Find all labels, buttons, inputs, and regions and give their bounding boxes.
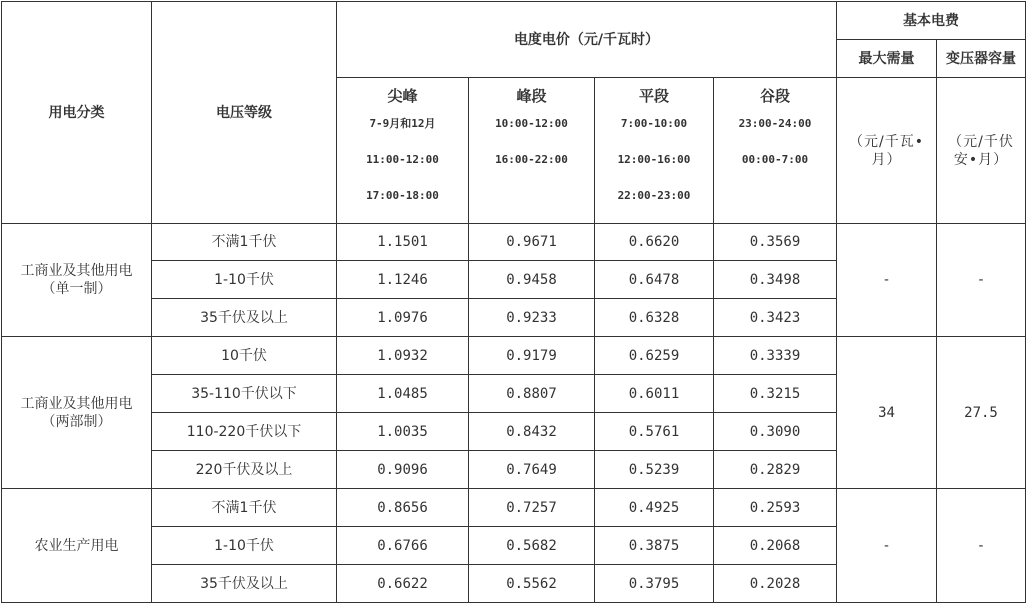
price-cell: 0.3090 [714,413,837,451]
price-cell: 0.9233 [469,299,595,337]
price-cell: 1.1501 [337,224,469,261]
max-demand-cell: - [837,224,937,337]
voltage-cell: 不满1千伏 [152,224,337,261]
category-line: （单一制） [41,281,112,297]
period-name: 尖峰 [387,87,418,105]
price-cell: 0.6620 [595,224,714,261]
price-cell: 0.2593 [714,489,837,527]
price-cell: 0.8432 [469,413,595,451]
header-basic-fee: 基本电费 [837,2,1026,40]
voltage-cell: 1-10千伏 [152,527,337,565]
category-cell [2,224,152,337]
unit-line: 安•月） [953,151,1009,168]
price-cell: 0.8656 [337,489,469,527]
price-cell: 0.2068 [714,527,837,565]
price-cell: 0.4925 [595,489,714,527]
transformer-cell: - [937,224,1026,337]
price-cell: 1.0932 [337,337,469,375]
period-time: 7:00-10:00 [620,117,688,130]
table-row [2,337,1026,375]
price-cell: 0.9458 [469,261,595,299]
price-cell: 0.3875 [595,527,714,565]
price-cell: 0.8807 [469,375,595,413]
price-cell: 0.3569 [714,224,837,261]
max-demand-cell: - [837,489,937,603]
max-demand-unit [837,78,937,224]
unit-line: （元/千瓦• [849,133,924,150]
price-cell: 0.6478 [595,261,714,299]
price-cell: 1.1246 [337,261,469,299]
transformer-unit [937,78,1026,224]
voltage-cell: 35千伏及以上 [152,299,337,337]
voltage-cell: 35-110千伏以下 [152,375,337,413]
period-valley [714,78,837,224]
category-line: 工商业及其他用电 [20,263,133,279]
transformer-cell: 27.5 [937,337,1026,489]
voltage-cell: 1-10千伏 [152,261,337,299]
unit-line: 月） [871,151,902,168]
header-voltage: 电压等级 [152,2,337,224]
price-cell: 0.3423 [714,299,837,337]
price-cell: 0.3498 [714,261,837,299]
price-cell: 1.0035 [337,413,469,451]
period-time: 22:00-23:00 [617,189,691,202]
category-cell [2,337,152,489]
category-line: 工商业及其他用电 [20,395,133,412]
period-name: 平段 [638,87,669,105]
period-name: 峰段 [516,87,547,105]
price-cell: 0.9096 [337,451,469,489]
price-cell: 0.6259 [595,337,714,375]
price-cell: 0.6328 [595,299,714,337]
price-cell: 0.9671 [469,224,595,261]
price-cell: 0.6011 [595,375,714,413]
price-cell: 0.2028 [714,565,837,603]
voltage-cell: 10千伏 [152,337,337,375]
period-time: 7-9月和12月 [369,117,436,130]
period-time: 23:00-24:00 [738,117,812,130]
period-time: 16:00-22:00 [495,153,568,166]
price-cell: 0.5761 [595,413,714,451]
price-cell: 0.7649 [469,451,595,489]
price-cell: 0.2829 [714,451,837,489]
period-time: 10:00-12:00 [495,117,568,130]
price-cell: 1.0485 [337,375,469,413]
max-demand-cell: 34 [837,337,937,489]
voltage-cell: 35千伏及以上 [152,565,337,603]
period-flat [595,78,714,224]
period-time: 12:00-16:00 [617,153,691,166]
price-cell: 0.3795 [595,565,714,603]
header-row-1 [2,2,1026,40]
period-time: 11:00-12:00 [366,153,439,166]
price-cell: 0.5562 [469,565,595,603]
period-time: 00:00-7:00 [741,153,809,166]
price-cell: 0.3215 [714,375,837,413]
voltage-cell: 110-220千伏以下 [152,413,337,451]
period-peak [469,78,595,224]
table-row [2,489,1026,527]
header-max-demand: 最大需量 [837,40,937,78]
voltage-cell: 220千伏及以上 [152,451,337,489]
category-cell [2,489,152,603]
price-cell: 0.6766 [337,527,469,565]
header-energy-price: 电度电价（元/千瓦时） [337,2,837,78]
period-name: 谷段 [759,87,790,105]
unit-line: （元/千伏 [948,133,1014,150]
voltage-cell: 不满1千伏 [152,489,337,527]
period-time: 17:00-18:00 [366,189,439,202]
price-cell: 0.5239 [595,451,714,489]
category-line: （两部制） [41,413,112,430]
table-row [2,224,1026,261]
tariff-table [1,1,1026,603]
header-transformer: 变压器容量 [937,40,1026,78]
header-category: 用电分类 [2,2,152,224]
price-cell: 0.3339 [714,337,837,375]
price-cell: 0.9179 [469,337,595,375]
category-line: 农业生产用电 [34,537,119,554]
price-cell: 1.0976 [337,299,469,337]
price-cell: 0.5682 [469,527,595,565]
price-cell: 0.7257 [469,489,595,527]
period-peak-top [337,78,469,224]
price-cell: 0.6622 [337,565,469,603]
transformer-cell: - [937,489,1026,603]
